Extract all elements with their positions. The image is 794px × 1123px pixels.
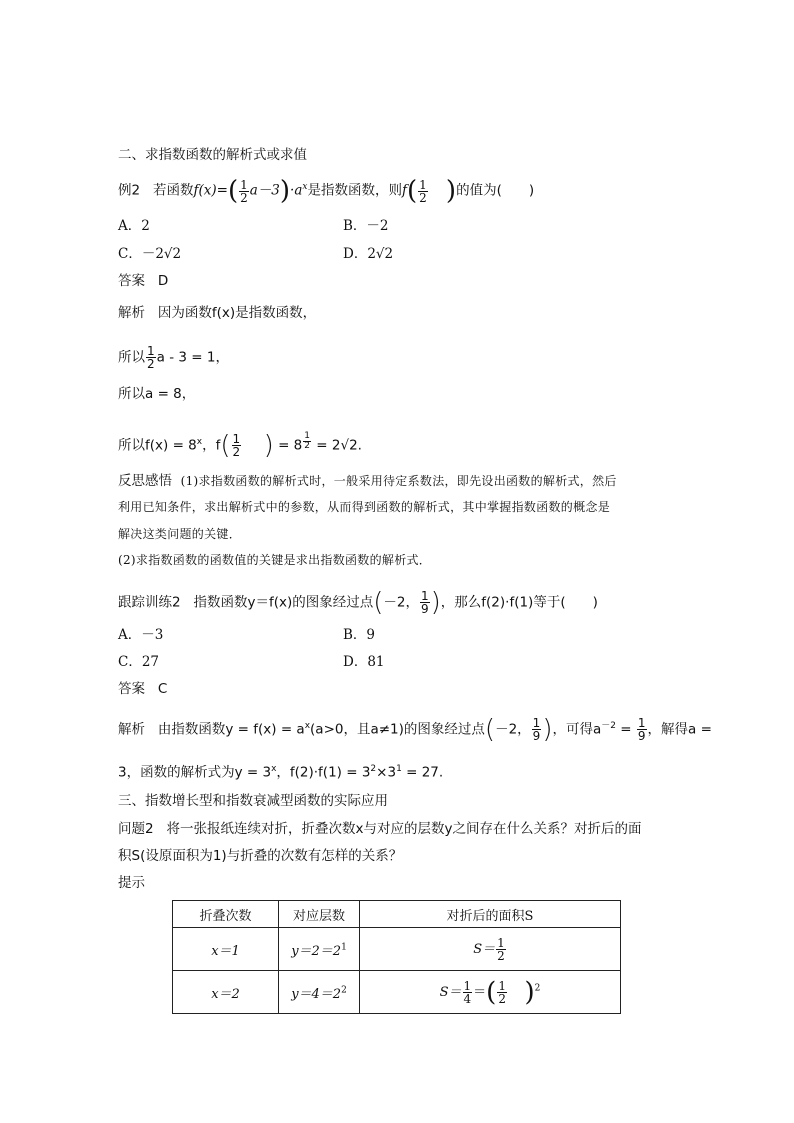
fraction: $\frac{1}{2}$ <box>240 177 248 205</box>
answer-value: C <box>157 681 168 697</box>
hint-label: 提示 <box>118 875 145 891</box>
fraction: 1 2 <box>304 431 310 451</box>
reflect-line-2: 利用已知条件，求出解析式中的参数，从而得到函数的解析式，其中掌握指数函数的概念是 <box>118 500 611 514</box>
option-a: A．2 <box>118 218 150 234</box>
option-d: D．81 <box>343 654 385 670</box>
option-b: B．9 <box>343 627 376 643</box>
table-cell: $y=2=2^1$ <box>279 928 360 971</box>
reflect-label: 反思感悟 <box>118 473 172 489</box>
answer-label: 答案 <box>118 273 145 289</box>
training-label: 跟踪训练2 <box>118 594 181 611</box>
reflect-line-1: 反思感悟 (1)求指数函数的解析式时，一般采用待定系数法，即先设出函数的解析式，然后 <box>118 473 617 489</box>
fraction: $\frac{1}{2}$ <box>147 344 155 371</box>
question-2-line-1: 问题2 将一张报纸连续对折，折叠次数x与对应的层数y之间存在什么关系？对折后的面 <box>118 821 642 837</box>
fraction: $\frac{1}{9}$ <box>532 716 541 743</box>
analysis-line-2: 所以 $\frac{1}{2}$ a - 3 = 1， <box>118 344 229 371</box>
table-row <box>173 928 621 971</box>
option-a: A．－3 <box>118 627 164 643</box>
option-c: C．27 <box>118 654 160 670</box>
table-row <box>173 971 621 1014</box>
example-label: 例2 <box>118 182 141 199</box>
question-2-line-2: 积S(设原面积为1)与折叠的次数有怎样的关系？ <box>118 848 403 864</box>
fraction: $\frac{1}{2}$ <box>232 432 241 459</box>
fraction: $\frac{1}{9}$ <box>420 589 429 616</box>
fraction: $\frac{1}{4}$ <box>463 978 472 1006</box>
table-cell: S＝ $\frac{1}{2}$ <box>360 928 621 971</box>
fraction: $\frac{1}{2}$ <box>419 177 427 205</box>
training-analysis-line-1: 解析 由指数函数$y = f(x) = a^x(a>0$，且a≠1)的图象经过点(－2， $\frac{1}{9}$ )，可得$a^{-2}$ = $\frac{1}{9}$ ，解得a = <box>118 714 712 745</box>
table-cell: $y=4=2^2$ <box>279 971 360 1014</box>
table-header: 对折后的面积S <box>360 901 621 928</box>
table-header: 对应层数 <box>279 901 360 928</box>
analysis-line-4: 所以$f(x) = 8^x$，f( $\frac{1}{2}$ ) = 8 $^{\frac{1}{2}}$ = 2√2. <box>118 430 362 461</box>
fraction: $\frac{1}{2}$ <box>497 935 505 963</box>
reflect-line-3: 解决这类问题的关键． <box>118 527 242 541</box>
example-2-stem: 例2 若函数f(x)=( $\frac{1}{2}$ $a-3)\cdot a^x$是指数函数，则f( $\frac{1}{2}$ )的值为( ) <box>118 176 535 206</box>
analysis-line-3: 所以a = 8， <box>118 386 196 402</box>
training-analysis-line-2: 3，函数的解析式为$y = 3^x$，$f(2)\cdot f(1) = 3^2\times 3^1 = 27$. <box>118 764 444 781</box>
answer-line <box>118 272 168 290</box>
option-d: D．2√2 <box>343 246 394 262</box>
fraction: $\frac{1}{9}$ <box>637 716 646 743</box>
answer-label: 答案 <box>118 681 145 697</box>
option-b: B．－2 <box>343 218 389 234</box>
table-cell: S＝ $\frac{1}{4}$ ＝( $\frac{1}{2}$ )$^2$ <box>360 971 621 1014</box>
question-label: 问题2 <box>118 821 154 837</box>
table-cell: x＝2 <box>173 971 279 1014</box>
section-title-3: 三、指数增长型和指数衰减型函数的实际应用 <box>118 793 388 809</box>
option-c: C．－2√2 <box>118 246 182 262</box>
reflect-line-4: (2)求指数函数的函数值的关键是求出指数函数的解析式． <box>118 553 432 567</box>
folding-table <box>172 900 621 1014</box>
fraction: $\frac{1}{2}$ <box>498 978 506 1006</box>
answer-line <box>118 680 167 698</box>
analysis-line-1: 解析 因为函数f(x)是指数函数， <box>118 305 317 321</box>
table-header-row <box>173 901 621 928</box>
table-cell: x＝1 <box>173 928 279 971</box>
section-title-2: 二、求指数函数的解析式或求值 <box>118 147 307 163</box>
answer-value: D <box>157 273 169 289</box>
training-2-stem: 跟踪训练2 指数函数y＝f(x)的图象经过点(－2， $\frac{1}{9}$ )，那么f(2)·f(1)等于( ) <box>118 587 598 618</box>
table-header: 折叠次数 <box>173 901 279 928</box>
